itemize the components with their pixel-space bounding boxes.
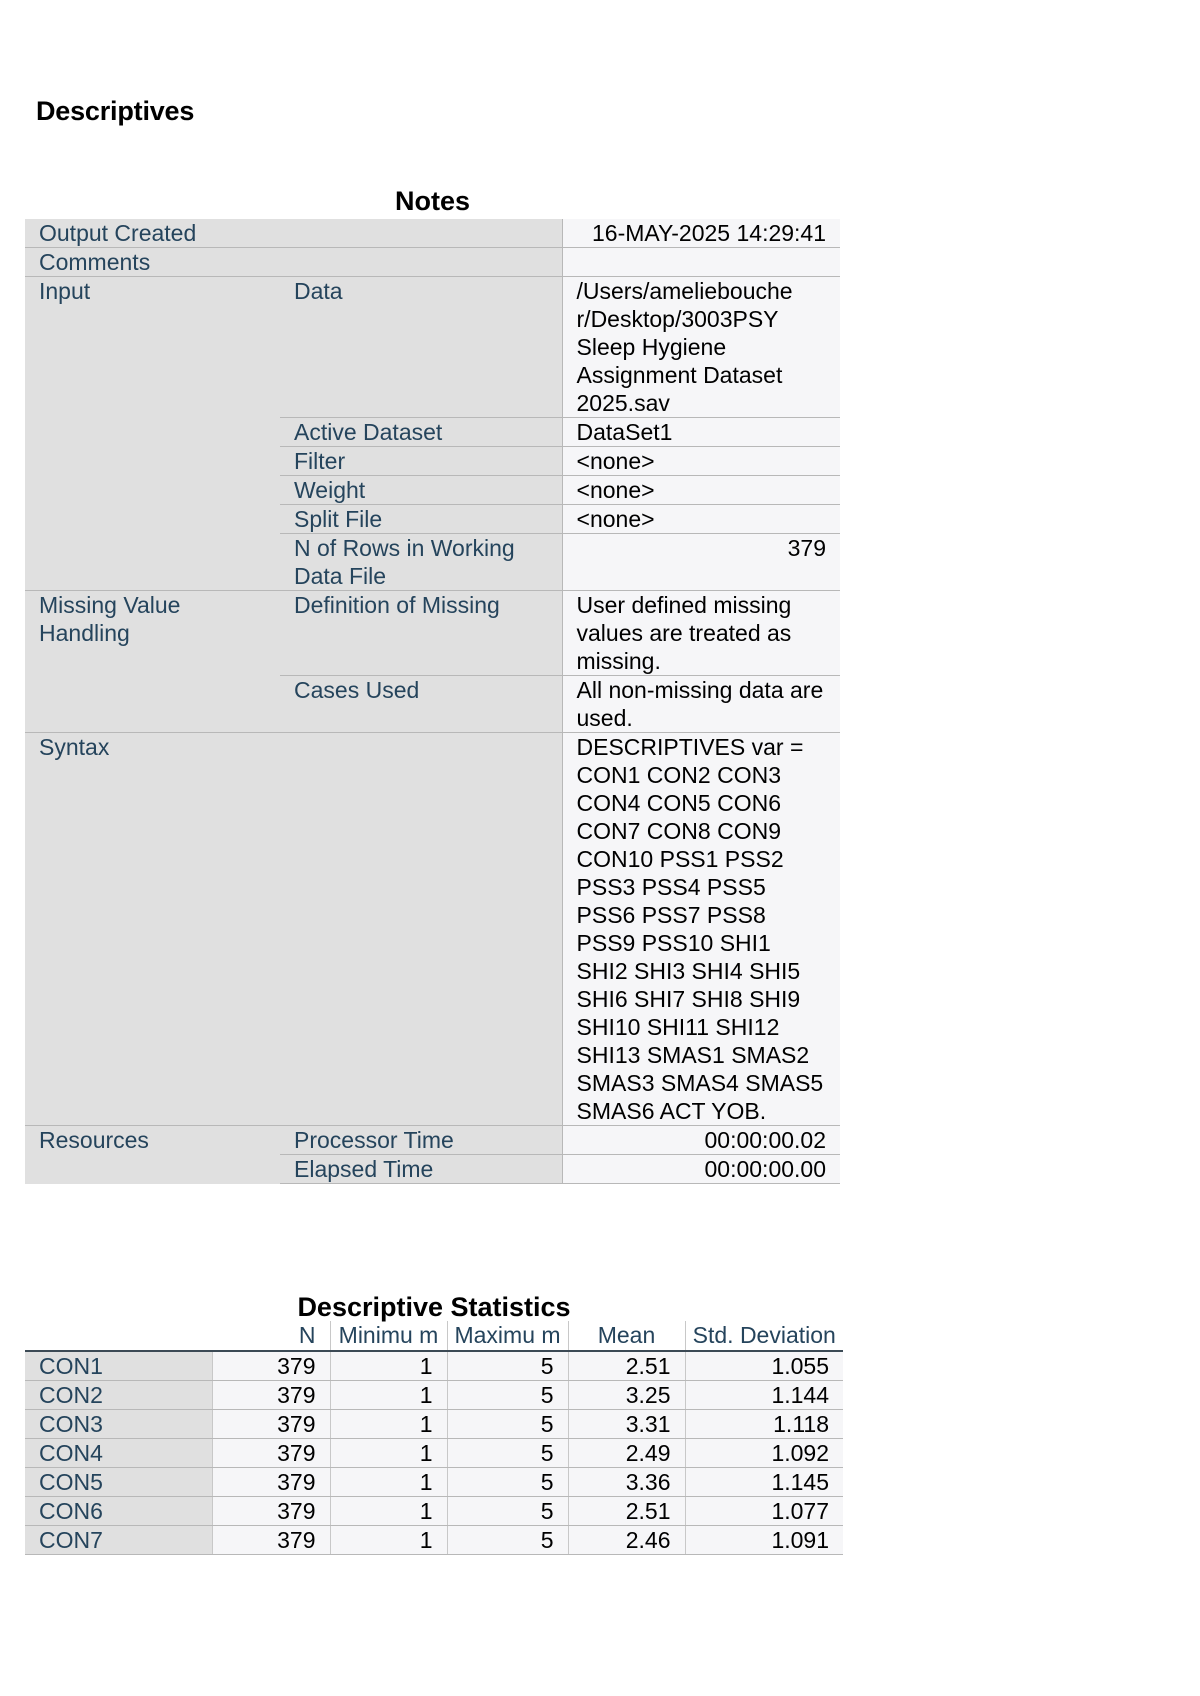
column-header-mean: Mean [568,1321,685,1351]
table-row [25,1526,843,1555]
cell-mean: 2.46 [568,1526,685,1555]
cell-max: 5 [447,1468,568,1497]
cell-mean: 2.51 [568,1497,685,1526]
cell-mean: 2.51 [568,1351,685,1381]
notes-row-processor-time [25,1126,840,1155]
definition-missing-value: User defined missing values are treated as missing. [562,591,840,676]
table-row [25,1497,843,1526]
column-header-maximum: Maximu m [447,1321,568,1351]
cell-max: 5 [447,1439,568,1468]
row-label: CON4 [25,1439,212,1468]
definition-missing-label: Definition of Missing [280,591,562,676]
elapsed-time-label: Elapsed Time [280,1155,562,1184]
cell-min: 1 [330,1468,447,1497]
missing-value-handling-label: Missing Value Handling [25,591,280,733]
filter-label: Filter [280,447,562,476]
table-row [25,1468,843,1497]
n-rows-label: N of Rows in Working Data File [280,534,562,591]
cell-std: 1.144 [685,1381,843,1410]
cell-n: 379 [212,1468,330,1497]
cell-mean: 2.49 [568,1439,685,1468]
descriptive-statistics-title: Descriptive Statistics [297,1292,571,1322]
descriptive-statistics-table [25,1321,843,1555]
cell-min: 1 [330,1351,447,1381]
row-label: CON7 [25,1526,212,1555]
cell-std: 1.055 [685,1351,843,1381]
cell-max: 5 [447,1497,568,1526]
data-path: /Users/ameliebouche r/Desktop/3003PSY Sleep Hygiene Assignment Dataset 2025.sav [576,278,793,416]
split-file-label: Split File [280,505,562,534]
cell-n: 379 [212,1351,330,1381]
output-created-label: Output Created [25,219,562,248]
cell-std: 1.092 [685,1439,843,1468]
comments-value [562,248,840,277]
cell-std: 1.118 [685,1410,843,1439]
table-row [25,1351,843,1381]
notes-table-title: Notes [394,186,470,216]
cell-n: 379 [212,1497,330,1526]
table-row [25,1381,843,1410]
column-header-std-deviation: Std. Deviation [685,1321,843,1351]
cell-min: 1 [330,1439,447,1468]
stats-body [25,1351,843,1555]
processor-time-value: 00:00:00.02 [562,1126,840,1155]
cell-mean: 3.31 [568,1410,685,1439]
cell-n: 379 [212,1381,330,1410]
table-row [25,1439,843,1468]
data-value [562,277,840,418]
cell-max: 5 [447,1526,568,1555]
cell-mean: 3.36 [568,1468,685,1497]
notes-row-definition-missing [25,591,840,676]
data-label: Data [280,277,562,418]
elapsed-time-value: 00:00:00.00 [562,1155,840,1184]
cell-std: 1.091 [685,1526,843,1555]
n-rows-value: 379 [562,534,840,591]
cell-std: 1.077 [685,1497,843,1526]
processor-time-label: Processor Time [280,1126,562,1155]
row-label: CON3 [25,1410,212,1439]
cases-used-label: Cases Used [280,676,562,733]
filter-value: <none> [562,447,840,476]
split-file-value: <none> [562,505,840,534]
input-label: Input [25,277,280,591]
output-created-value: 16-MAY-2025 14:29:41 [562,219,840,248]
page-title: Descriptives [36,96,195,126]
cell-max: 5 [447,1410,568,1439]
weight-value: <none> [562,476,840,505]
cell-min: 1 [330,1526,447,1555]
notes-row-comments [25,248,840,277]
notes-table [25,219,840,1184]
row-label: CON5 [25,1468,212,1497]
stats-header-blank [25,1321,212,1351]
cell-min: 1 [330,1381,447,1410]
weight-label: Weight [280,476,562,505]
column-header-minimum: Minimu m [330,1321,447,1351]
row-label: CON2 [25,1381,212,1410]
syntax-value: DESCRIPTIVES var = CON1 CON2 CON3 CON4 CON5 CON6 CON7 CON8 CON9 CON10 PSS1 PSS2 PSS3 PSS4 PSS5 PSS6 PSS7 PSS8 PSS9 PSS10 SHI1 SHI2 SHI3 SHI4 SHI5 SHI6 SHI7 SHI8 SHI9 SHI10 SHI11 SHI12 SHI13 SMAS1 SMAS2 SMAS3 SMAS4 SMAS5 SMAS6 ACT YOB. [562,733,840,1126]
column-header-n: N [212,1321,330,1351]
cell-std: 1.145 [685,1468,843,1497]
cases-used-value: All non-missing data are used. [562,676,840,733]
notes-row-syntax [25,733,840,1126]
cell-min: 1 [330,1410,447,1439]
cell-max: 5 [447,1381,568,1410]
active-dataset-value: DataSet1 [562,418,840,447]
row-label: CON1 [25,1351,212,1381]
notes-row-data [25,277,840,418]
cell-n: 379 [212,1439,330,1468]
resources-label: Resources [25,1126,280,1184]
comments-label: Comments [25,248,562,277]
active-dataset-label: Active Dataset [280,418,562,447]
row-label: CON6 [25,1497,212,1526]
cell-min: 1 [330,1497,447,1526]
notes-row-output-created [25,219,840,248]
syntax-label: Syntax [25,733,562,1126]
table-row [25,1410,843,1439]
cell-n: 379 [212,1410,330,1439]
cell-mean: 3.25 [568,1381,685,1410]
cell-max: 5 [447,1351,568,1381]
cell-n: 379 [212,1526,330,1555]
stats-header-row [25,1321,843,1351]
